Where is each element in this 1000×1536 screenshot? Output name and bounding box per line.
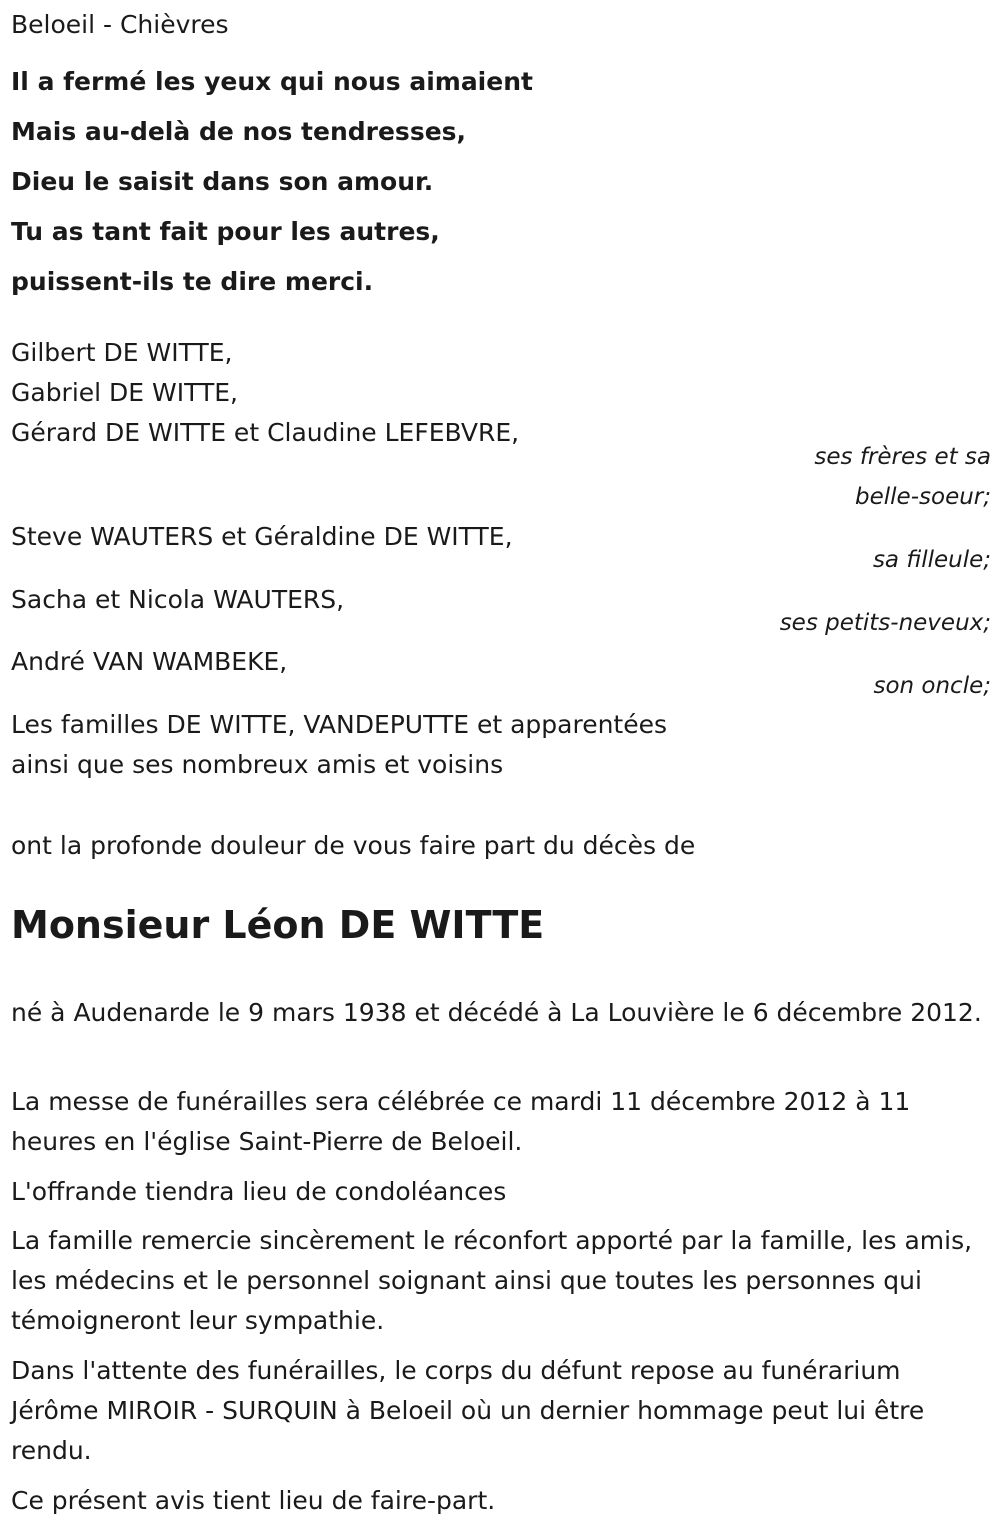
poem-line: Il a fermé les yeux qui nous aimaient	[11, 67, 533, 96]
poem-line: Dieu le saisit dans son amour.	[11, 167, 434, 196]
location-header: Beloeil - Chièvres	[11, 10, 229, 39]
funeral-paragraph: La messe de funérailles sera célébrée ce mardi 11 décembre 2012 à 11 heures en l'église Saint-Pierre de Beloeil.	[11, 1087, 911, 1156]
grandnephews-name: Sacha et Nicola WAUTERS,	[11, 585, 345, 614]
thanks-paragraph: La famille remercie sincèrement le réconfort apporté par la famille, les amis, les médecins et le personnel soignant ainsi que toutes les personnes qui témoigneront leur sympathie.	[11, 1226, 973, 1335]
poem-line: Mais au-delà de nos tendresses,	[11, 117, 467, 146]
uncle-name: André VAN WAMBEKE,	[11, 647, 288, 676]
notice-paragraph: Ce présent avis tient lieu de faire-part.	[11, 1486, 496, 1515]
sibling-name: Gilbert DE WITTE,	[11, 338, 233, 367]
grandnephews-role: ses petits-neveux;	[779, 610, 991, 636]
siblings-block	[11, 333, 991, 453]
goddaughter-name: Steve WAUTERS et Géraldine DE WITTE,	[11, 522, 513, 551]
birth-death-paragraph: né à Audenarde le 9 mars 1938 et décédé à La Louvière le 6 décembre 2012.	[11, 998, 982, 1027]
announcement: ont la profonde douleur de vous faire part du décès de	[11, 831, 696, 860]
deceased-name: Monsieur Léon DE WITTE	[11, 903, 545, 947]
sibling-name: Gérard DE WITTE et Claudine LEFEBVRE,	[11, 418, 520, 447]
siblings-role: ses frères et sa	[814, 444, 991, 470]
families-line: Les familles DE WITTE, VANDEPUTTE et apparentées	[11, 710, 668, 739]
poem-line: puissent-ils te dire merci.	[11, 267, 374, 296]
siblings-role: belle-soeur;	[855, 484, 991, 510]
sibling-name: Gabriel DE WITTE,	[11, 378, 238, 407]
families-line: ainsi que ses nombreux amis et voisins	[11, 750, 504, 779]
funerarium-paragraph: Dans l'attente des funérailles, le corps du défunt repose au funérarium Jérôme MIROIR - SURQUIN à Beloeil où un dernier hommage peut lui être rendu.	[11, 1356, 925, 1465]
uncle-role: son oncle;	[873, 673, 991, 699]
offering-paragraph: L'offrande tiendra lieu de condoléances	[11, 1177, 507, 1206]
families-block	[11, 705, 991, 785]
poem-line: Tu as tant fait pour les autres,	[11, 217, 440, 246]
goddaughter-role: sa filleule;	[872, 547, 991, 573]
poem	[11, 57, 533, 307]
